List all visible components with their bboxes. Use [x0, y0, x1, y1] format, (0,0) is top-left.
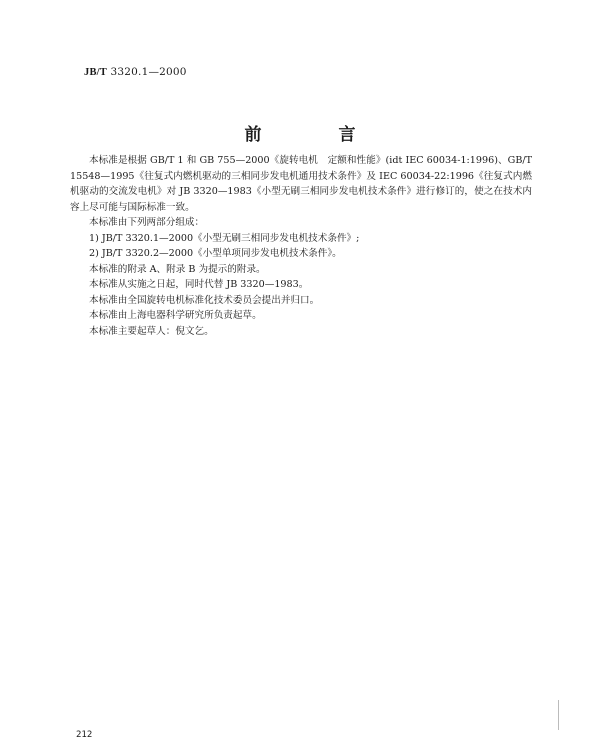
- paragraph-drafters: 本标准主要起草人：倪文乞。: [89, 325, 214, 337]
- page-number: 212: [76, 730, 93, 740]
- standard-code-prefix: JB/T: [84, 67, 107, 78]
- list-item-part-2: 2) JB/T 3320.2—2000《小型单项同步发电机技术条件》。: [89, 248, 342, 259]
- scan-edge-mark: [558, 700, 559, 730]
- paragraph-intro: 本标准是根据 GB/T 1 和 GB 755—2000《旋转电机 定额和性能》(idt IEC 60034-1:1996)、GB/T 15548—1995《往复式内燃机驱动的三相同步发电机通用技术条件》及 IEC 60034-22:1996《往复式内燃机驱动的交流发电机》对 JB 3320—1983《小型无刷三相同步发电机技术条件》进行修订的，使之在技术内容上尽可能与国际标准一致。: [70, 155, 532, 213]
- paragraph-replacement: 本标准从实施之日起，同时代替 JB 3320—1983。: [89, 279, 309, 290]
- standard-code-number: 3320.1—2000: [110, 66, 187, 78]
- foreword-body: [70, 153, 532, 339]
- page-title: 前 言: [244, 125, 386, 145]
- paragraph-appendix: 本标准的附录 A、附录 B 为提示的附录。: [89, 263, 266, 275]
- paragraph-drafter-org: 本标准由上海电器科学研究所负责起草。: [89, 310, 262, 321]
- list-item-part-1: 1) JB/T 3320.1—2000《小型无刷三相同步发电机技术条件》;: [89, 232, 360, 244]
- paragraph-composition: 本标准由下列两部分组成：: [89, 217, 205, 228]
- paragraph-proposer: 本标准由全国旋转电机标准化技术委员会提出并归口。: [89, 294, 320, 306]
- standard-code: [84, 66, 187, 78]
